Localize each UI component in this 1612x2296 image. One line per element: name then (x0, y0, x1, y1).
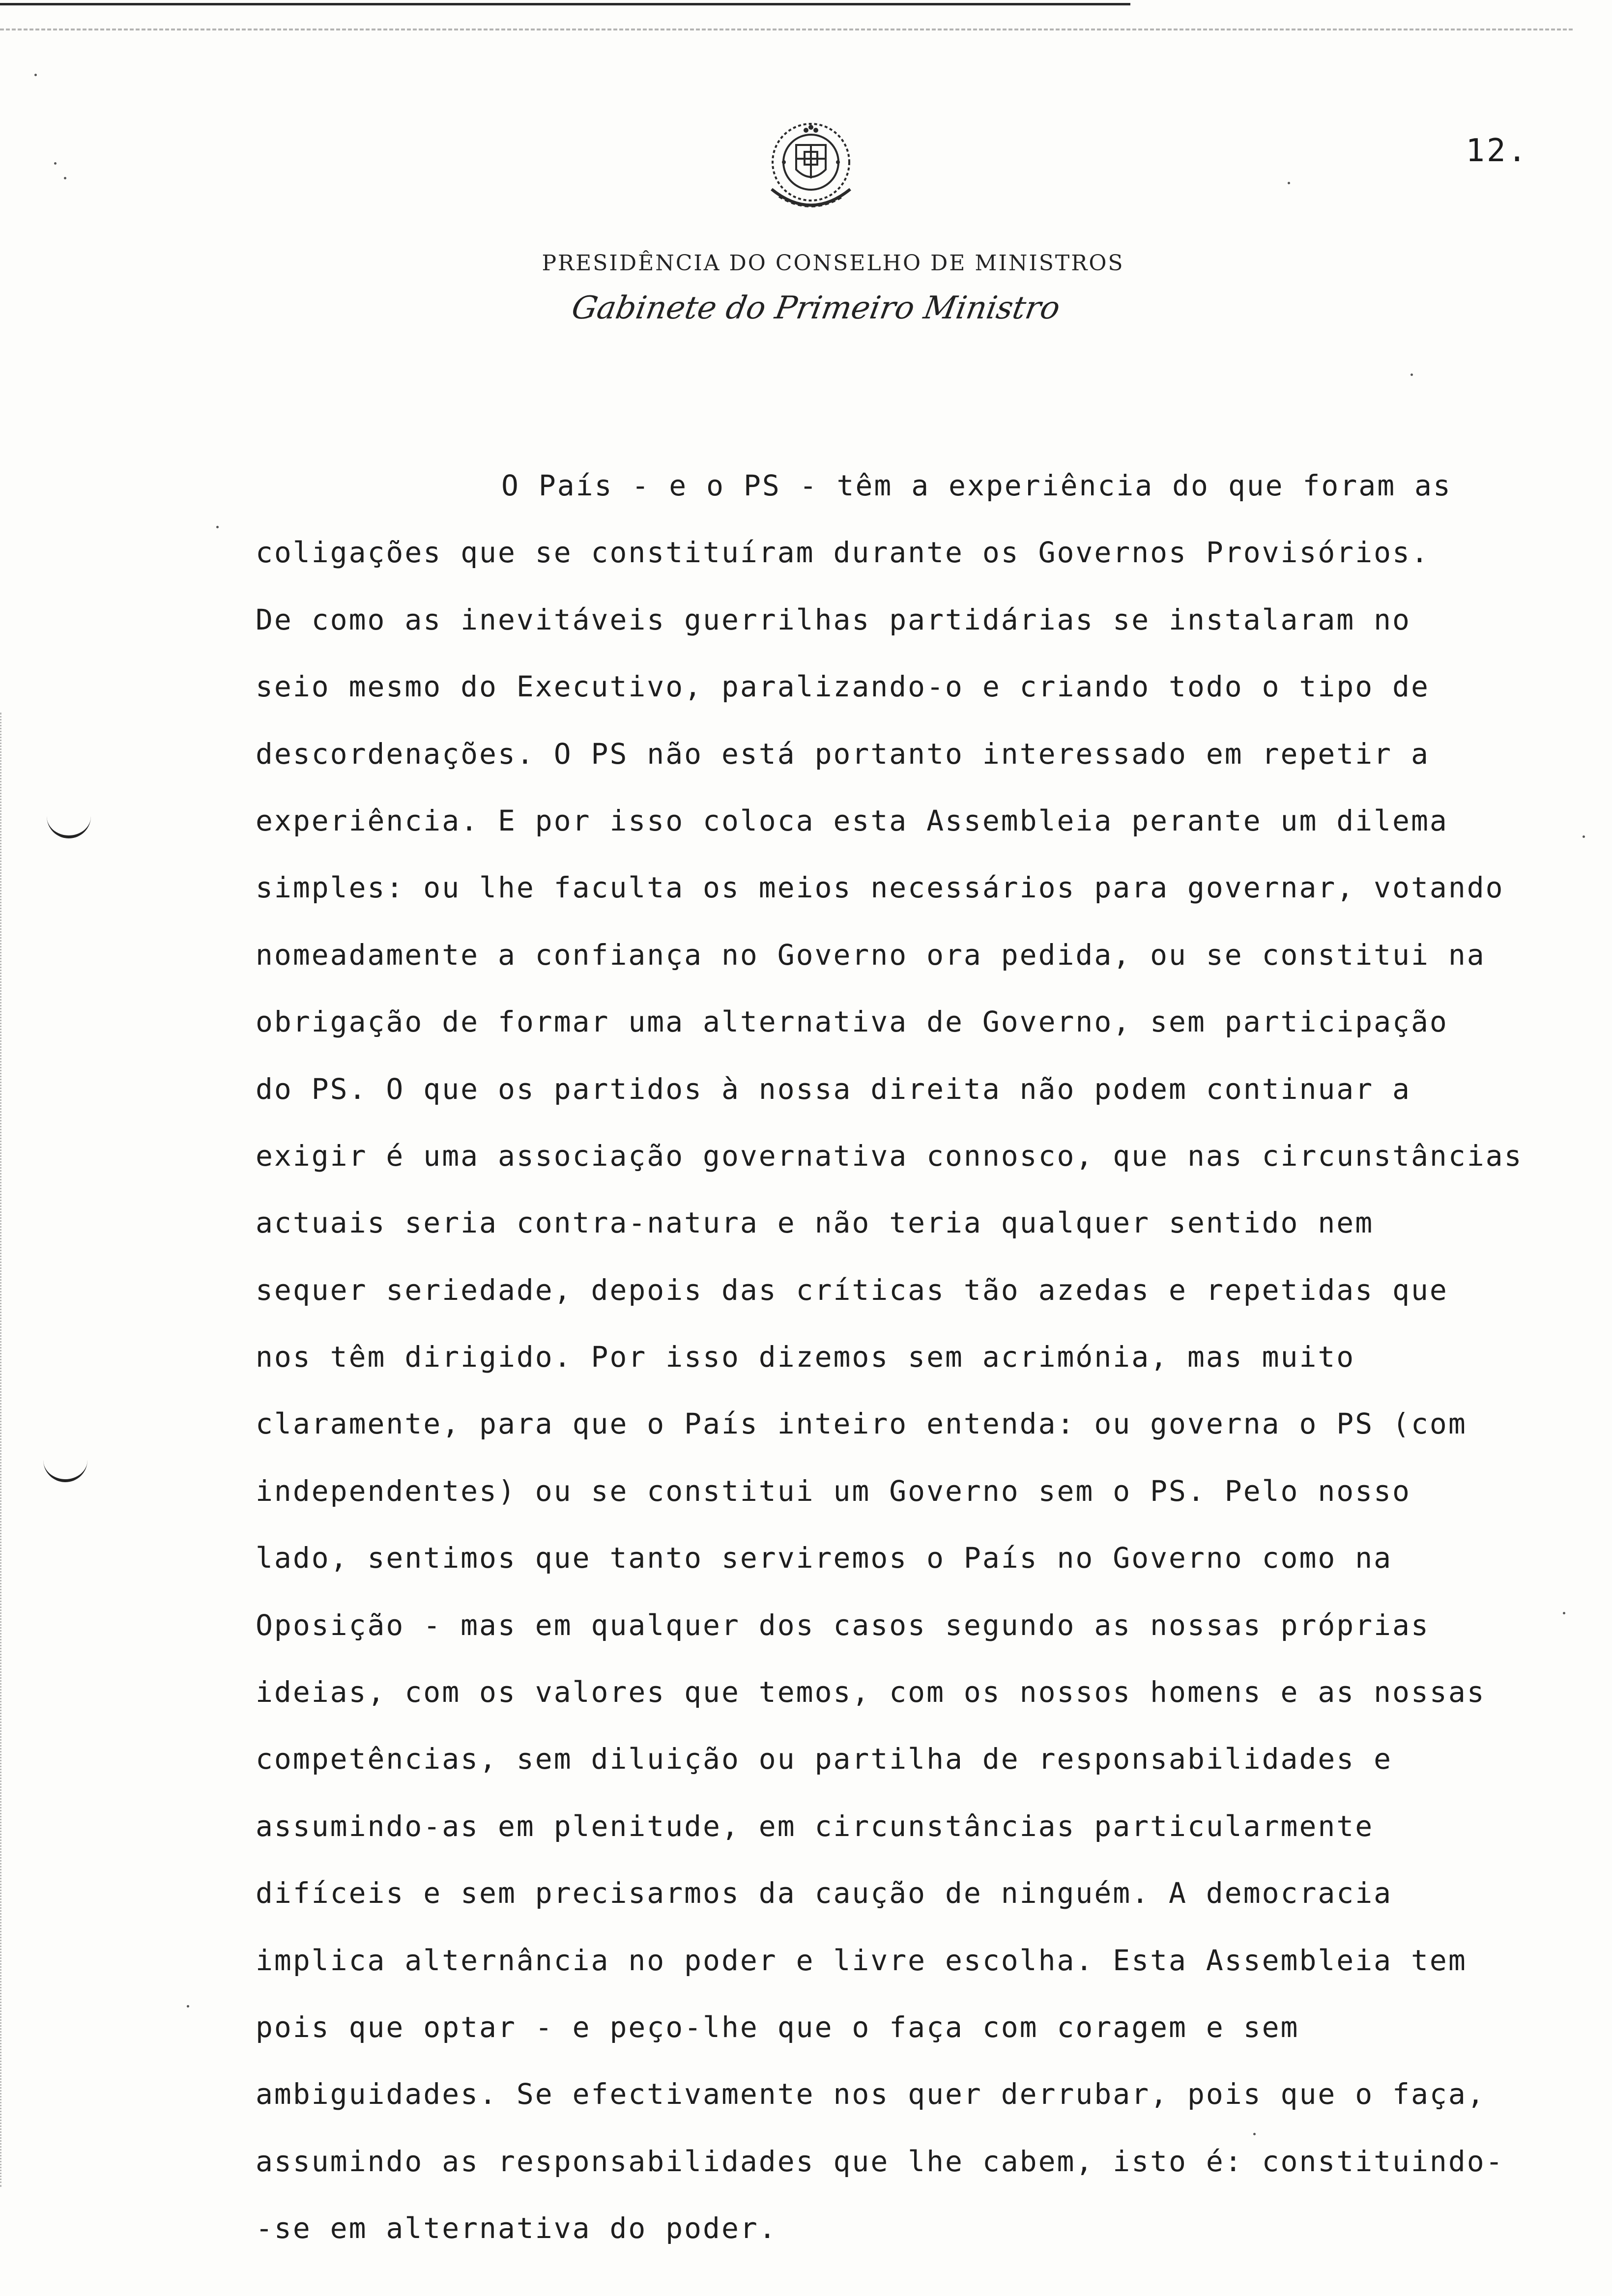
body-line: nomeadamente a confiança no Governo ora pedida, ou se constitui na (256, 938, 1486, 972)
body-line: exigir é uma associação governativa connosco, que nas circunstâncias (256, 1139, 1523, 1173)
scan-edge-line (0, 3, 1130, 5)
body-line: coligações que se constituíram durante os Governos Provisórios. (256, 536, 1430, 570)
body-line: simples: ou lhe faculta os meios necessários para governar, votando (256, 871, 1504, 905)
coat-of-arms-seal-icon (749, 115, 872, 229)
body-line: ambiguidades. Se efectivamente nos quer derrubar, pois que o faça, (256, 2077, 1486, 2111)
scan-speck (216, 526, 219, 528)
body-line: ideias, com os valores que temos, com os nossos homens e as nossas (256, 1675, 1486, 1709)
body-line: Oposição - mas em qualquer dos casos segundo as nossas próprias (256, 1608, 1430, 1642)
body-line: O País - e o PS - têm a experiência do que foram as (501, 469, 1452, 502)
body-line: lado, sentimos que tanto serviremos o País no Governo como na (256, 1541, 1393, 1575)
body-line: claramente, para que o País inteiro entenda: ou governa o PS (com (256, 1407, 1467, 1441)
body-line: experiência. E por isso coloca esta Assembleia perante um dilema (256, 804, 1448, 837)
body-line: assumindo-as em plenitude, em circunstâncias particularmente (256, 1809, 1374, 1843)
body-line: assumindo as responsabilidades que lhe cabem, isto é: constituindo- (256, 2144, 1504, 2178)
body-line: descordenações. O PS não está portanto interessado em repetir a (256, 737, 1430, 771)
body-line: obrigação de formar uma alternativa de Governo, sem participação (256, 1005, 1448, 1039)
body-line: competências, sem diluição ou partilha de responsabilidades e (256, 1742, 1393, 1776)
header-title: PRESIDÊNCIA DO CONSELHO DE MINISTROS (542, 251, 1124, 276)
punch-hole-mark (47, 806, 91, 838)
body-line: difíceis e sem precisarmos da caução de ninguém. A democracia (256, 1876, 1393, 1910)
scan-speck (1583, 835, 1585, 838)
scan-speck (54, 162, 57, 165)
body-text (256, 452, 1583, 2262)
body-line: -se em alternativa do poder. (256, 2211, 777, 2245)
scan-speck (64, 177, 66, 179)
body-line: sequer seriedade, depois das críticas tão azedas e repetidas que (256, 1273, 1448, 1307)
scan-speck (1410, 373, 1413, 376)
body-line: implica alternância no poder e livre escolha. Esta Assembleia tem (256, 1943, 1467, 1977)
scan-artifact-margin (0, 713, 1, 2187)
body-line: independentes) ou se constitui um Governo sem o PS. Pelo nosso (256, 1474, 1411, 1508)
body-line: pois que optar - e peço-lhe que o faça com coragem e sem (256, 2010, 1299, 2044)
scan-artifact-dashes (0, 29, 1573, 30)
body-line: actuais seria contra-natura e não teria qualquer sentido nem (256, 1206, 1374, 1240)
scan-speck (187, 2005, 189, 2008)
page-number: 12. (1466, 133, 1528, 169)
body-line: nos têm dirigido. Por isso dizemos sem acrimónia, mas muito (256, 1340, 1355, 1374)
body-line: seio mesmo do Executivo, paralizando-o e criando todo o tipo de (256, 670, 1430, 704)
body-line: do PS. O que os partidos à nossa direita não podem continuar a (256, 1072, 1411, 1106)
scan-speck (34, 74, 37, 76)
header-subtitle: Gabinete do Primeiro Ministro (569, 290, 1063, 326)
punch-hole-mark (43, 1450, 87, 1482)
scan-speck (1288, 182, 1290, 184)
body-line: De como as inevitáveis guerrilhas partidárias se instalaram no (256, 603, 1411, 636)
